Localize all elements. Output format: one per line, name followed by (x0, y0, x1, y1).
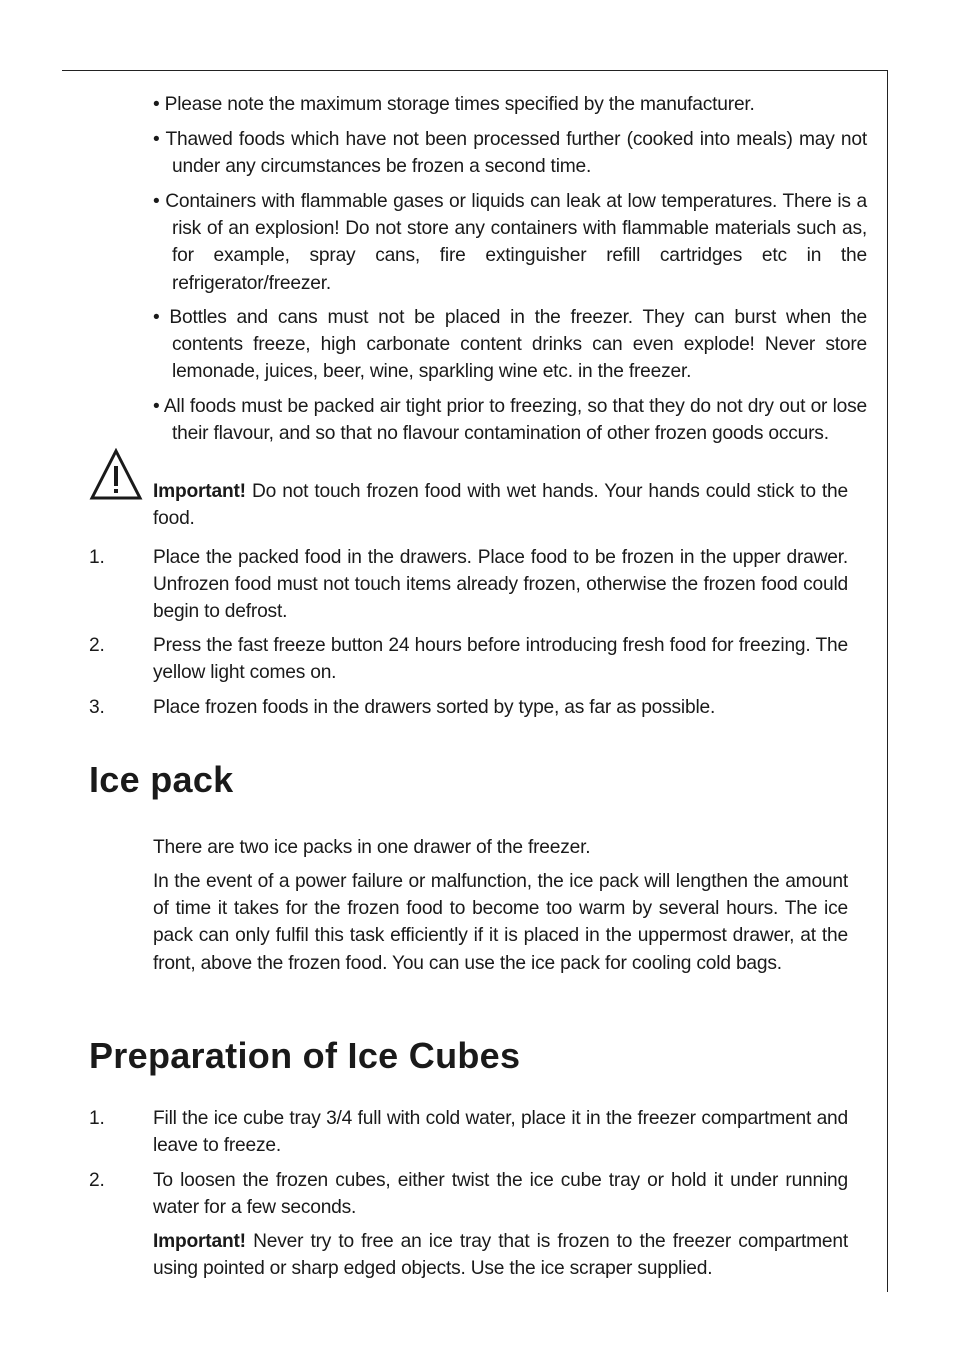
bullet-item: • Bottles and cans must not be placed in the freezer. They can burst when the contents freeze, high carbonate content drinks can even explode! Never store lemonade, juices, beer, wine, sparkling wine etc. in the freezer. (153, 307, 867, 383)
step-text: Fill the ice cube tray 3/4 full with cold water, place it in the freezer compartment and leave to freeze. (153, 1108, 848, 1157)
warning-triangle-icon (89, 448, 143, 502)
list-item (89, 694, 848, 721)
section-heading-ice-pack: Ice pack (89, 759, 234, 800)
step-number: 2. (89, 635, 105, 656)
step-number: 1. (89, 1108, 105, 1129)
bullet-item: • All foods must be packed air tight prior to freezing, so that they do not dry out or lose their flavour, and so that no flavour contamination of other frozen goods occurs. (153, 396, 867, 445)
section-heading-ice-cubes: Preparation of Ice Cubes (89, 1035, 521, 1076)
bullet-item: • Containers with flammable gases or liquids can leak at low temperatures. There is a risk of an explosion! Do not store any containers with flammable materials such as, for example, spray cans, fire extinguisher refill cartridges etc in the refrigerator/freezer. (153, 191, 867, 294)
step-number: 1. (89, 547, 105, 568)
step-text: Press the fast freeze button 24 hours before introducing fresh food for freezing. The yellow light comes on. (153, 635, 848, 684)
step-text: Place the packed food in the drawers. Place food to be frozen in the upper drawer. Unfrozen food must not touch items already frozen, otherwise the frozen food could begin to defrost. (153, 547, 848, 623)
important-label: Important! (153, 481, 246, 502)
bullet-item: • Please note the maximum storage times specified by the manufacturer. (153, 94, 755, 115)
important-note (153, 1228, 848, 1282)
list-item (89, 632, 848, 686)
list-item (89, 544, 848, 626)
important-label: Important! (153, 1231, 246, 1252)
important-text: Do not touch frozen food with wet hands. Your hands could stick to the food. (153, 481, 848, 530)
step-number: 3. (89, 697, 105, 718)
step-text: Place frozen foods in the drawers sorted by type, as far as possible. (153, 697, 716, 718)
paragraph: In the event of a power failure or malfunction, the ice pack will lengthen the amount of time it takes for the frozen food to become too warm by several hours. The ice pack can only fulfil this task efficiently if it is placed in the uppermost drawer, at the front, above the frozen food. You can use the ice pack for cooling cold bags. (153, 871, 848, 974)
list-item (89, 1167, 848, 1221)
step-text: To loosen the frozen cubes, either twist the ice cube tray or hold it under running water for a few seconds. (153, 1170, 848, 1219)
bullet-item: • Thawed foods which have not been processed further (cooked into meals) may not under any circumstances be frozen a second time. (153, 129, 867, 178)
right-rule (887, 70, 888, 1292)
list-item (89, 1105, 848, 1159)
important-note (153, 478, 848, 532)
paragraph: There are two ice packs in one drawer of the freezer. (153, 837, 591, 858)
top-rule (62, 70, 888, 71)
step-number: 2. (89, 1170, 105, 1191)
important-text: Never try to free an ice tray that is frozen to the freezer compartment using pointed or sharp edged objects. Use the ice scraper supplied. (153, 1231, 848, 1280)
